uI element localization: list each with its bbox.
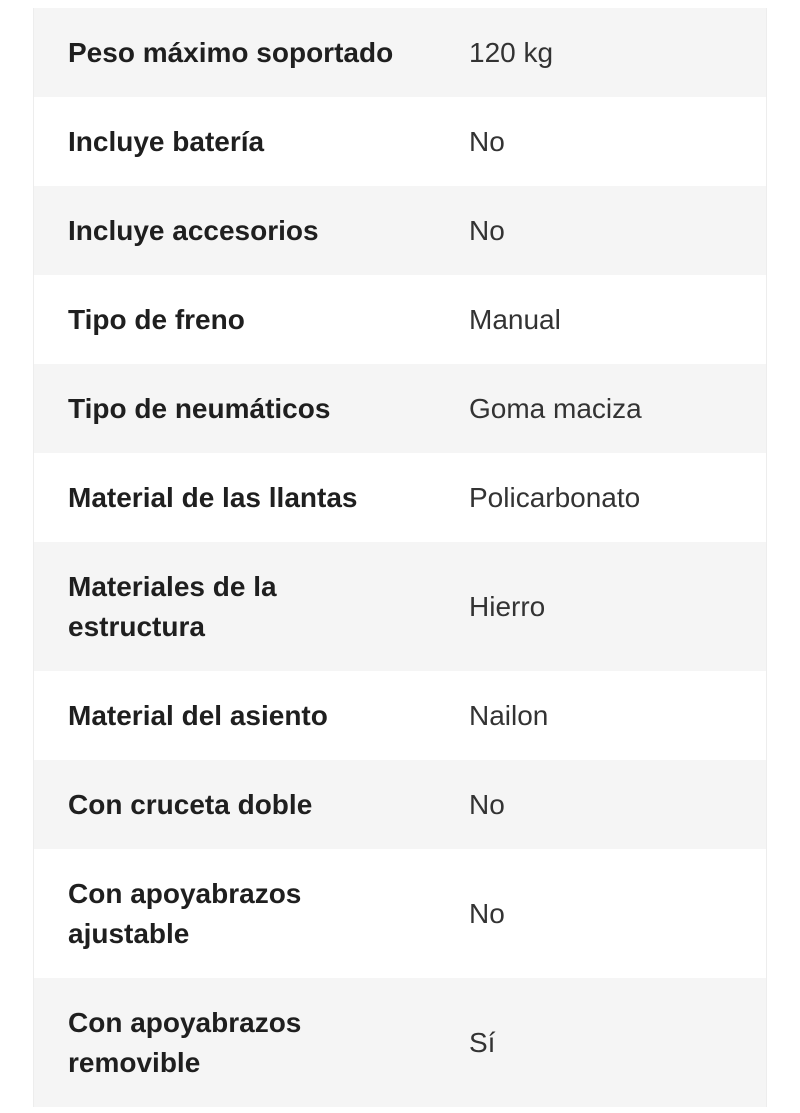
spec-value: Manual bbox=[469, 303, 561, 335]
table-row bbox=[34, 453, 766, 542]
spec-value: Goma maciza bbox=[469, 392, 642, 424]
table-row bbox=[34, 97, 766, 186]
spec-value: No bbox=[469, 214, 505, 246]
spec-value: No bbox=[469, 788, 505, 820]
table-row bbox=[34, 671, 766, 760]
table-row bbox=[34, 8, 766, 97]
spec-label: Tipo de neumáticos bbox=[68, 392, 331, 424]
table-row bbox=[34, 275, 766, 364]
spec-label: Material del asiento bbox=[68, 699, 328, 731]
spec-value: 120 kg bbox=[469, 36, 554, 68]
table-row bbox=[34, 760, 766, 849]
spec-value: Sí bbox=[469, 1026, 496, 1058]
spec-label: Material de las llantas bbox=[68, 481, 358, 513]
specifications-table bbox=[33, 8, 767, 1107]
spec-label: Con apoyabrazos ajustable bbox=[68, 877, 302, 949]
table-row bbox=[34, 186, 766, 275]
spec-value: No bbox=[469, 125, 505, 157]
spec-value: Nailon bbox=[469, 699, 549, 731]
table-row bbox=[34, 849, 766, 978]
spec-label: Con cruceta doble bbox=[68, 788, 313, 820]
spec-label: Tipo de freno bbox=[68, 303, 245, 335]
spec-label: Peso máximo soportado bbox=[68, 36, 394, 68]
table-row bbox=[34, 542, 766, 671]
table-row bbox=[34, 364, 766, 453]
spec-value: Hierro bbox=[469, 590, 546, 622]
spec-value: Policarbonato bbox=[469, 481, 641, 513]
spec-label: Con apoyabrazos removible bbox=[68, 1006, 302, 1078]
spec-label: Incluye accesorios bbox=[68, 214, 319, 246]
spec-label: Incluye batería bbox=[68, 125, 265, 157]
table-row bbox=[34, 978, 766, 1107]
spec-value: No bbox=[469, 897, 505, 929]
spec-label: Materiales de la estructura bbox=[68, 570, 277, 642]
